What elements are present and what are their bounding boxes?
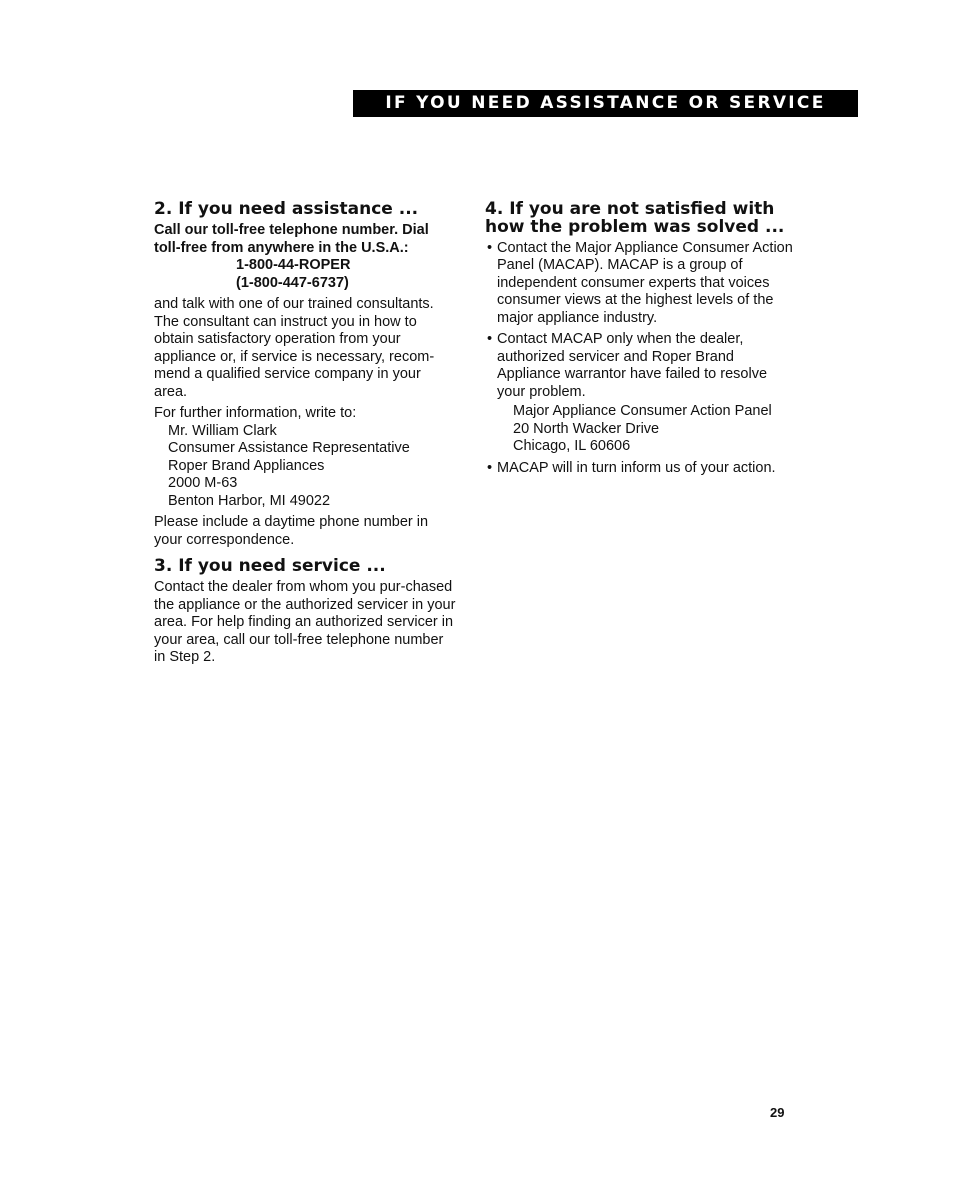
list-item xyxy=(485,460,795,478)
bullet-icon: • xyxy=(487,459,493,476)
macap-address xyxy=(485,403,795,456)
assistance-intro: Call our toll-free telephone number. Dial toll-free from anywhere in the U.S.A.: xyxy=(154,222,429,256)
address-line: Major Appliance Consumer Action Panel xyxy=(513,403,772,419)
list-item xyxy=(485,240,795,328)
address-line: Chicago, IL 60606 xyxy=(513,438,631,454)
bullet-icon: • xyxy=(487,239,493,256)
bullet-text: Contact the Major Appliance Consumer Action Panel (MACAP). MACAP is a group of independent consumer experts that voices consumer views at the highest levels of the major appliance industry. xyxy=(497,239,793,326)
bullet-text: Contact MACAP only when the dealer, authorized servicer and Roper Brand Appliance warrantor have failed to resolve your problem. xyxy=(497,331,768,400)
assistance-heading: 2. If you need assistance ... xyxy=(154,199,419,219)
address-line: Consumer Assistance Representative xyxy=(168,440,410,456)
left-column xyxy=(154,200,456,667)
list-item xyxy=(485,331,795,401)
section-banner: IF YOU NEED ASSISTANCE OR SERVICE xyxy=(353,90,858,117)
address-line: Benton Harbor, MI 49022 xyxy=(168,492,331,509)
address-line: 2000 M-63 xyxy=(168,475,238,491)
assistance-body: and talk with one of our trained consultants. The consultant can instruct you in how to obtain satisfactory operation from your appliance or, if service is necessary, recom-mend a qualified service company in your area. xyxy=(154,296,435,400)
closing-note: Please include a daytime phone number in your correspondence. xyxy=(154,514,429,548)
bullet-text: MACAP will in turn inform us of your action. xyxy=(497,459,776,476)
phone-number-numeric: (1-800-447-6737) xyxy=(236,274,349,291)
phone-number: 1-800-44-ROPER xyxy=(236,257,351,273)
macap-list-continued xyxy=(485,460,795,478)
right-column xyxy=(485,200,795,481)
service-heading: 3. If you need service ... xyxy=(154,556,386,576)
bullet-icon: • xyxy=(487,331,493,347)
mailing-address xyxy=(154,423,456,511)
page-number: 29 xyxy=(770,1105,785,1120)
address-line: Mr. William Clark xyxy=(168,422,277,439)
macap-list xyxy=(485,240,795,402)
further-info-text: For further information, write to: xyxy=(154,405,357,421)
not-satisfied-heading: 4. If you are not satisfied with how the problem was solved ... xyxy=(485,198,785,237)
service-body: Contact the dealer from whom you pur-chased the appliance or the authorized servicer in your area. For help finding an authorized servicer in your area, call our toll-free telephone number in Step 2. xyxy=(154,579,456,665)
address-line: Roper Brand Appliances xyxy=(168,457,325,474)
address-line: 20 North Wacker Drive xyxy=(513,420,660,437)
